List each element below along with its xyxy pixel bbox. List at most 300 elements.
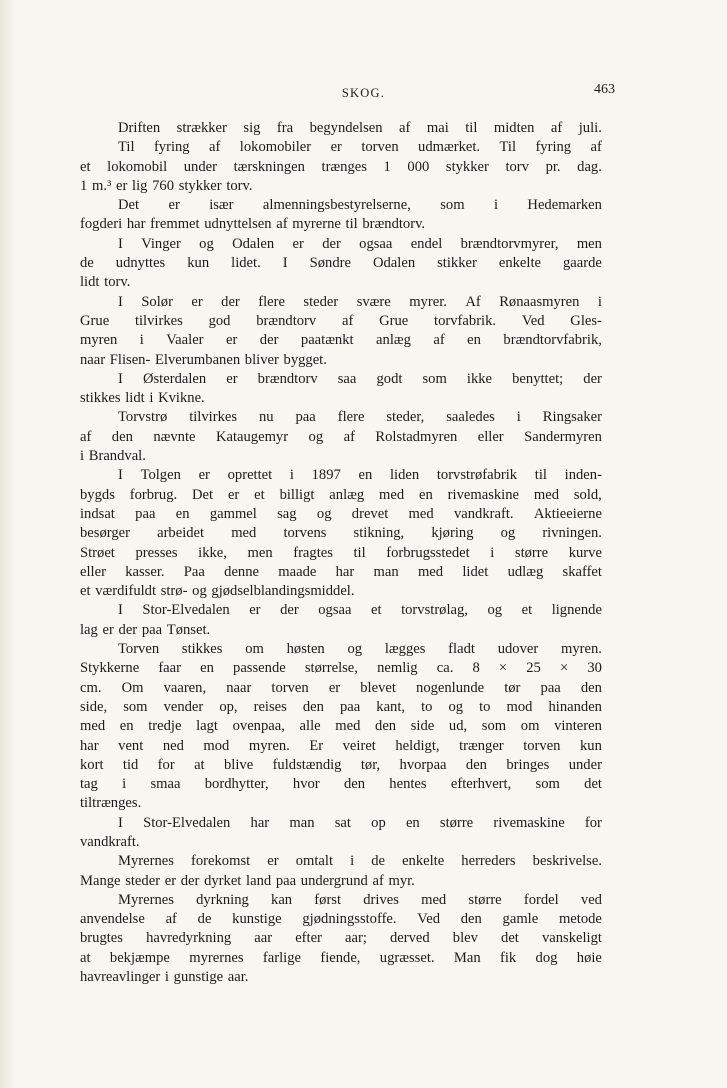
word: pr. (545, 158, 561, 175)
word: vanskeligt (541, 930, 602, 947)
word: sig (243, 120, 261, 136)
word: stykker (178, 177, 222, 194)
word: af (372, 872, 384, 889)
text-line (80, 273, 602, 292)
word: myrerne (292, 216, 341, 233)
word: i (493, 197, 499, 214)
word: i (164, 969, 169, 986)
word: med (533, 486, 559, 503)
word: maade (278, 563, 317, 580)
text-line (80, 929, 602, 948)
word: af (165, 911, 177, 928)
word: aar. (227, 969, 249, 986)
word: stikning, (353, 525, 405, 542)
word: arbeidet (157, 525, 205, 542)
word: Odalen (372, 255, 416, 272)
word: i (597, 293, 602, 310)
word: der (322, 235, 341, 252)
word: af (399, 120, 411, 136)
word: en (419, 486, 433, 503)
word: af (209, 139, 221, 156)
word: Det (118, 197, 140, 214)
word: myren. (248, 737, 290, 754)
word: især (209, 197, 234, 214)
word: af (590, 139, 602, 156)
word: I (118, 235, 123, 252)
word: ogsaa (318, 602, 352, 619)
word: Er (309, 737, 324, 754)
word: af (433, 332, 445, 349)
word: ikke, (198, 544, 227, 561)
word: er (227, 486, 240, 503)
word: har (335, 563, 355, 580)
word: i (149, 390, 154, 407)
word: bygds (80, 486, 115, 503)
word: paa (141, 621, 163, 638)
text-line (80, 389, 602, 408)
text-line (80, 775, 602, 794)
word: I (118, 467, 123, 484)
word: paa (275, 872, 297, 889)
word: vender (163, 698, 204, 715)
word: myr. (388, 872, 415, 889)
word: at (194, 756, 205, 773)
word: med (421, 891, 447, 908)
word: torvfabrik. (434, 312, 497, 329)
word: benyttet; (512, 370, 564, 387)
word: anlæg (329, 486, 365, 503)
word: endel (410, 235, 443, 252)
word: torvens (283, 525, 327, 542)
word: m.³ (91, 177, 112, 194)
word: brændtorv (257, 370, 318, 387)
word: paa (295, 409, 316, 426)
word: man (289, 814, 315, 831)
text-line (80, 293, 602, 312)
word: den (302, 698, 324, 715)
text-line (80, 563, 602, 582)
word: med (379, 486, 405, 503)
word: Torven (118, 641, 160, 658)
word: gaarde (563, 255, 602, 272)
text-line (80, 177, 602, 196)
word: et (521, 602, 533, 619)
word: ogsaa (359, 235, 393, 252)
text-line (80, 621, 602, 640)
word: eller (477, 428, 504, 445)
word: blev (452, 930, 478, 947)
word: drives (363, 891, 399, 908)
word: tør (504, 679, 521, 696)
word: steder (125, 872, 161, 889)
word: paa (339, 698, 361, 715)
word: lokomobil (107, 158, 168, 175)
word: er (292, 235, 304, 252)
word: den (465, 756, 487, 773)
word: om (245, 641, 264, 658)
word: alle (299, 718, 321, 735)
word: I (118, 370, 123, 387)
word: de (371, 853, 385, 870)
word: Ved (521, 312, 545, 329)
word: er (191, 293, 203, 310)
word: udmærket. (418, 139, 481, 156)
word: dyrket (204, 872, 242, 889)
word: tredje (148, 718, 182, 735)
word: ugræsset. (379, 949, 435, 966)
text-line (80, 640, 602, 659)
word: en (358, 467, 373, 484)
word: lignende (551, 602, 602, 619)
word: torv. (226, 177, 253, 194)
word: der (221, 293, 240, 310)
word: i (350, 853, 355, 870)
word: presses (135, 544, 178, 561)
word: som (440, 197, 465, 214)
word: høie (576, 949, 602, 966)
word: land (246, 872, 272, 889)
word: der (259, 332, 279, 349)
word: med (335, 718, 361, 735)
word: høsten (286, 641, 325, 658)
word: fogderi (80, 216, 123, 233)
word: side, (80, 698, 108, 715)
word: myren (80, 332, 118, 349)
word: brændtorv (256, 312, 317, 329)
word: Kataugemyr (215, 428, 289, 445)
word: indsat (80, 505, 115, 522)
word: kjøring (431, 525, 474, 542)
text-line (80, 196, 602, 215)
word: svære (356, 293, 391, 310)
word: større (514, 544, 549, 561)
text-line (80, 312, 602, 331)
word: er (226, 332, 238, 349)
word: og (500, 525, 516, 542)
word: ca. (436, 660, 454, 677)
word: brugtes (80, 930, 123, 947)
word: et (254, 486, 265, 503)
word: Solør (141, 293, 173, 310)
text-line (80, 351, 602, 370)
word: nemlig (377, 660, 418, 677)
word: naar (80, 351, 106, 368)
text-line (80, 524, 602, 543)
word: ovenpaa, (232, 718, 285, 735)
word: lagt (196, 718, 218, 735)
word: I (118, 293, 123, 310)
word: liden (389, 467, 420, 484)
word: fordel (523, 891, 559, 908)
word: skaffet (562, 563, 602, 580)
word: bringes (506, 756, 550, 773)
word: størrelse, (304, 660, 358, 677)
word: drevet (351, 505, 389, 522)
word: vandkraft. (80, 833, 140, 850)
word: der (180, 872, 200, 889)
word: stikkes (181, 641, 223, 658)
word: i (122, 776, 127, 793)
word: af (276, 216, 288, 233)
word: først (314, 891, 342, 908)
word: til (345, 216, 358, 233)
word: Hedemarken (527, 197, 602, 214)
word: beskrivelse. (532, 853, 602, 870)
word: torven (523, 737, 561, 754)
word: brændtorvmyrer, (460, 235, 559, 252)
word: at (80, 949, 91, 966)
word: gunstige (173, 969, 224, 986)
text-line (80, 505, 602, 524)
text-line (80, 331, 602, 350)
word: Af (465, 293, 481, 310)
word: sold, (573, 486, 602, 503)
word: udnyttes (115, 255, 166, 272)
word: der (583, 370, 602, 387)
text-line (80, 447, 602, 466)
word: i (139, 332, 144, 349)
word: Mange (80, 872, 121, 889)
word: af (80, 428, 92, 445)
text-line (80, 833, 602, 852)
word: I (282, 255, 288, 272)
word: lig (132, 177, 148, 194)
word: de (197, 911, 212, 928)
text-line (80, 679, 602, 698)
word: I (118, 814, 123, 831)
word: rivemaskine (447, 486, 519, 503)
word: fladt (448, 641, 475, 658)
word: en (119, 718, 134, 735)
word: og (487, 602, 503, 619)
word: 8 (472, 660, 480, 677)
word: Om (121, 679, 144, 696)
word: godt (376, 370, 403, 387)
word: med (80, 718, 106, 735)
word: tærskningen (233, 158, 305, 175)
word: steder, (386, 409, 425, 426)
text-line (80, 852, 602, 871)
word: derved (389, 930, 430, 947)
word: passende (233, 660, 286, 677)
word: fik (499, 949, 517, 966)
word: de (80, 255, 94, 272)
word: Vinger (141, 235, 181, 252)
word: er (102, 621, 114, 638)
word: nogenlunde (416, 679, 485, 696)
word: Paa (183, 563, 205, 580)
word: et (371, 602, 382, 619)
word: almenningsbestyrelserne, (262, 197, 411, 214)
word: tør, (360, 756, 381, 773)
word: vandkraft. (453, 505, 514, 522)
word: blive (224, 756, 254, 773)
word: en (405, 814, 420, 831)
word: tid (122, 756, 139, 773)
word: reises (253, 698, 287, 715)
word: gamle (502, 911, 539, 928)
text-line (80, 717, 602, 736)
word: en (175, 505, 190, 522)
word: side (410, 718, 435, 735)
word: ud, (448, 718, 468, 735)
word: kort (80, 756, 104, 773)
text-line (80, 428, 602, 447)
word: 1 (80, 177, 88, 194)
word: det (584, 776, 602, 793)
word: og (448, 698, 464, 715)
word: af (550, 120, 563, 136)
word: og (192, 583, 207, 600)
word: med (231, 525, 257, 542)
text-line (80, 544, 602, 563)
word: kurve (568, 544, 602, 561)
word: Tønset. (166, 621, 211, 638)
word: gjødningsstoffe. (302, 911, 397, 928)
word: sat (334, 814, 351, 831)
word: Tolgen (140, 467, 181, 484)
word: Aktieeierne (533, 505, 602, 522)
text-line (80, 891, 602, 910)
word: efter (295, 930, 322, 947)
word: fuldstændig (272, 756, 342, 773)
word: rivningen. (542, 525, 602, 542)
word: juli. (578, 120, 602, 136)
page-number: 463 (594, 82, 615, 97)
word: Grue (379, 312, 409, 329)
text-line (80, 910, 602, 929)
word: torv. (104, 274, 131, 291)
word: der (118, 621, 138, 638)
word: en (467, 332, 481, 349)
word: udlæg (507, 563, 544, 580)
word: den (580, 679, 602, 696)
word: anlæg (376, 332, 411, 349)
word: og (199, 235, 214, 252)
word: eller (80, 563, 106, 580)
word: vinteren (554, 718, 602, 735)
word: fragtes (293, 544, 333, 561)
word: billigt (279, 486, 315, 503)
word: mod (203, 737, 230, 754)
word: som (422, 370, 447, 387)
word: har (250, 814, 270, 831)
word: har (80, 737, 99, 754)
word: midten (493, 120, 535, 136)
word: fyring (535, 139, 572, 156)
word: udnyttelsen (204, 216, 272, 233)
word: den (460, 911, 482, 928)
word: om (520, 718, 540, 735)
word: forbrugsstedet (386, 544, 470, 561)
word: tiltrænges. (80, 795, 142, 812)
word: op (371, 814, 386, 831)
text-line (80, 659, 602, 678)
word: lokomobiler (239, 139, 312, 156)
word: den (375, 718, 397, 735)
word: begyndelsen (309, 120, 383, 136)
word: strækker (176, 120, 227, 136)
word: for (584, 814, 602, 831)
word: herreders (461, 853, 516, 870)
word: forbrug. (129, 486, 178, 503)
word: 000 (407, 158, 430, 175)
word: en (200, 660, 214, 677)
word: bordhytter, (204, 776, 269, 793)
word: stikker (437, 255, 477, 272)
word: dog (535, 949, 558, 966)
word: den (343, 776, 366, 793)
text-line (80, 794, 602, 813)
word: er (116, 177, 128, 194)
word: brændtorvfabrik, (503, 332, 602, 349)
word: havredyrkning (146, 930, 232, 947)
word: saaledes (446, 409, 495, 426)
word: Elverumbanen (155, 351, 241, 368)
word: under (568, 756, 602, 773)
word: Gles- (570, 312, 602, 329)
word: til (534, 467, 547, 484)
word: 30 (587, 660, 602, 677)
word: Myrernes (118, 891, 174, 908)
word: af (341, 312, 354, 329)
text-line (80, 119, 602, 138)
word: veiret (342, 737, 376, 754)
word: er (164, 872, 177, 889)
word: saa (337, 370, 357, 387)
text-line (80, 737, 602, 756)
word: og (347, 641, 363, 658)
word: heldigt, (395, 737, 440, 754)
word: er (249, 602, 261, 619)
word: Østerdalen (142, 370, 207, 387)
word: vaaren, (163, 679, 207, 696)
text-line (80, 215, 602, 234)
word: lidt (80, 274, 100, 291)
word: hinanden (548, 698, 602, 715)
word: paa (540, 679, 561, 696)
word: smaa (150, 776, 181, 793)
word: mod (506, 698, 533, 715)
word: men (576, 235, 602, 252)
word: op, (219, 698, 238, 715)
word: Til (118, 139, 135, 156)
word: myren. (560, 641, 602, 658)
word: Stykkerne (80, 660, 140, 677)
word: fremmet (150, 216, 200, 233)
word: god (208, 312, 231, 329)
word: Odalen (232, 235, 275, 252)
word: udover (497, 641, 539, 658)
word: gjødselblandingsmiddel. (211, 583, 355, 600)
word: ved (580, 891, 602, 908)
word: er (198, 467, 210, 484)
word: × (559, 660, 569, 677)
word: fra (276, 120, 294, 136)
word: flere (337, 409, 365, 426)
word: besørger (80, 525, 130, 542)
word: stikkes (80, 390, 121, 407)
word: paa (135, 505, 156, 522)
text-line (80, 408, 602, 427)
word: af (343, 428, 355, 445)
word: mai (426, 120, 449, 136)
word: tilvirkes (189, 409, 238, 426)
word: blevet (360, 679, 396, 696)
word: torv (505, 158, 529, 175)
word: Stor-Elvedalen (143, 814, 231, 831)
word: for (157, 756, 175, 773)
